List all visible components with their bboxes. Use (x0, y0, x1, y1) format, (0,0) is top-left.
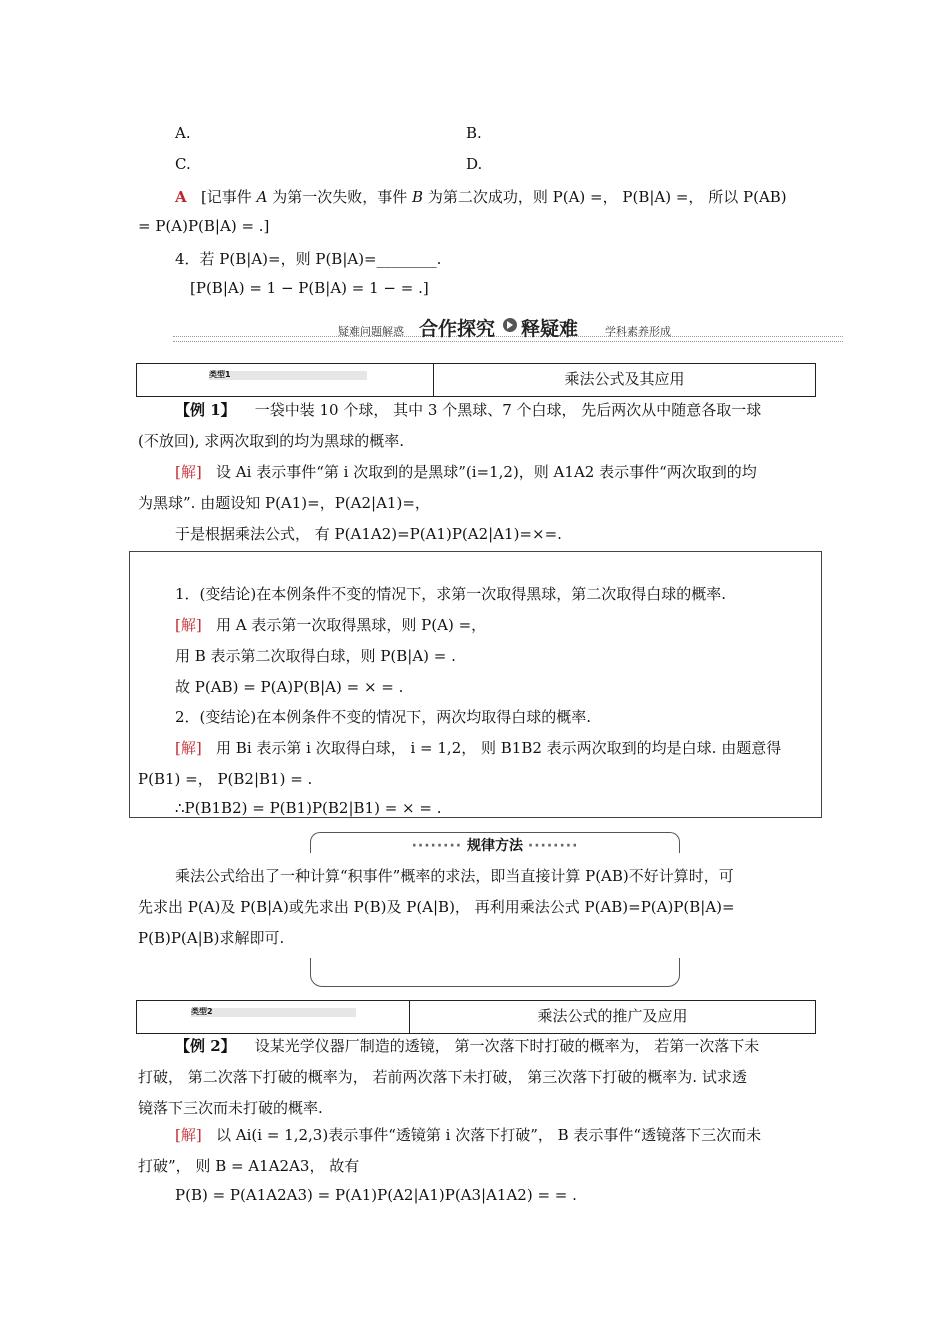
type2-tag-cell (137, 1001, 410, 1033)
question4: 4．若 P(B|A)=，则 P(B|A)=________. (175, 250, 442, 268)
option-b: B. (466, 124, 482, 142)
solution2-line3: P(B) = P(A1A2A3) = P(A1)P(A2|A1)P(A3|A1A2) = = . (175, 1186, 577, 1204)
example2-line2: 打破， 第二次落下打破的概率为， 若前两次落下未打破， 第三次落下打破的概率为. 试求透 (138, 1068, 747, 1086)
option-d: D. (466, 155, 483, 173)
method-line3: P(B)P(A|B)求解即可. (138, 929, 285, 947)
method-title-text: 规律方法 (467, 838, 523, 854)
variant1-line1 (175, 614, 486, 635)
variant2-line3: ∴P(B1B2) = P(B1)P(B2|B1) = × = . (175, 799, 442, 817)
solution2-line1 (175, 1124, 761, 1145)
question4-answer: [P(B|A) = 1 − P(B|A) = 1 − = .] (190, 279, 429, 297)
option-c: C. (175, 155, 191, 173)
variant1-heading: 1．(变结论)在本例条件不变的情况下，求第一次取得黑球，第二次取得白球的概率. (175, 585, 727, 603)
variant2-line1 (175, 737, 781, 758)
answer3-seg4: 所以 (708, 188, 739, 206)
example1-text1: 一袋中装 10 个球， 其中 3 个黑球、7 个白球， 先后两次从中随意各取一球 (254, 401, 762, 419)
type2-tag-bar (191, 1008, 356, 1017)
answer3-line1 (175, 186, 787, 207)
example1-line2: (不放回), 求两次取到的均为黑球的概率. (138, 432, 405, 450)
example2-label: 【例 2】 (175, 1037, 236, 1055)
answer3-b: B (412, 188, 424, 206)
method-line1: 乘法公式给出了一种计算“积事件”概率的求法，即当直接计算 P(AB)不好计算时，可 (175, 867, 734, 885)
answer3-a: A (256, 188, 268, 206)
section-banner (173, 312, 843, 344)
example2-text1: 设某光学仪器厂制造的透镜， 第一次落下时打破的概率为， 若第一次落下未 (254, 1037, 760, 1055)
variant1-label: [解] (175, 616, 202, 634)
answer3-seg3: 为第二次成功，则 (427, 188, 548, 206)
example1-label: 【例 1】 (175, 401, 236, 419)
variant2-text1: 用 Bi 表示第 i 次取得白球， i = 1,2， 则 B1B2 表示两次取到的均是白球. 由题意得 (216, 739, 782, 757)
banner-right-text: 学科素养形成 (605, 325, 671, 338)
type2-title: 乘法公式的推广及应用 (537, 1007, 688, 1025)
variant1-text1: 用 A 表示第一次取得黑球，则 P(A) =， (216, 616, 487, 634)
answer3-pa: P(A) =， (552, 188, 618, 206)
answer3-pba: P(B|A) =， (622, 188, 704, 206)
variant2-label: [解] (175, 739, 202, 757)
solution2-text1: 以 Ai(i = 1,2,3)表示事件“透镜第 i 次落下打破”， B 表示事件“透镜落下三次而未 (216, 1126, 762, 1144)
banner-arrow-icon (503, 318, 517, 332)
solution1-line2: 为黑球”. 由题设知 P(A1)=，P(A2|A1)=， (138, 494, 430, 512)
variant2-line2: P(B1) =， P(B2|B1) = . (138, 770, 313, 788)
type2-tag: 类型2 (191, 1007, 213, 1016)
banner-rule (173, 336, 843, 342)
solution2-label: [解] (175, 1126, 202, 1144)
type2-header (136, 1000, 816, 1034)
method-title (360, 835, 630, 855)
example2-line1 (175, 1035, 759, 1056)
variant1-line2: 用 B 表示第二次取得白球，则 P(B|A) = . (175, 647, 456, 665)
type1-tag-bar (209, 371, 367, 380)
solution2-line2: 打破”， 则 B = A1A2A3， 故有 (138, 1157, 360, 1175)
variant1-line3: 故 P(AB) = P(A)P(B|A) = × = . (175, 678, 404, 696)
type1-header (136, 363, 816, 397)
solution1-line3: 于是根据乘法公式， 有 P(A1A2)=P(A1)P(A2|A1)=×=. (175, 525, 562, 543)
answer3-line2: = P(A)P(B|A) = .] (138, 217, 270, 235)
banner-left-text: 疑难问题解惑 (338, 325, 404, 338)
method-frame-bottom (310, 958, 680, 987)
type1-tag: 类型1 (209, 370, 231, 379)
answer3-seg1: [记事件 (200, 188, 252, 206)
example1-line1 (175, 399, 761, 420)
solution1-label: [解] (175, 463, 202, 481)
method-line2: 先求出 P(A)及 P(B|A)或先求出 P(B)及 P(A|B)， 再利用乘法公式 P(AB)=P(A)P(B|A)= (138, 898, 735, 916)
variant2-heading: 2．(变结论)在本例条件不变的情况下，两次均取得白球的概率. (175, 708, 592, 726)
type1-tag-cell (137, 364, 434, 396)
type1-title: 乘法公式及其应用 (564, 370, 685, 388)
solution1-line1 (175, 461, 757, 482)
example2-line3: 镜落下三次而未打破的概率. (138, 1099, 323, 1117)
method-dots-right: ········ (527, 838, 579, 854)
method-dots-left: ········ (411, 838, 463, 854)
banner-title-1: 合作探究 (419, 318, 496, 340)
answer3-pab: P(AB) (743, 188, 787, 206)
answer3-seg2: 为第一次失败，事件 (272, 188, 408, 206)
answer-letter: A (175, 188, 187, 206)
solution1-text1: 设 Ai 表示事件“第 i 次取到的是黑球”(i=1,2)，则 A1A2 表示事件“两次取到的均 (216, 463, 757, 481)
option-a: A. (175, 124, 191, 142)
banner-title-2: 释疑难 (521, 318, 579, 340)
